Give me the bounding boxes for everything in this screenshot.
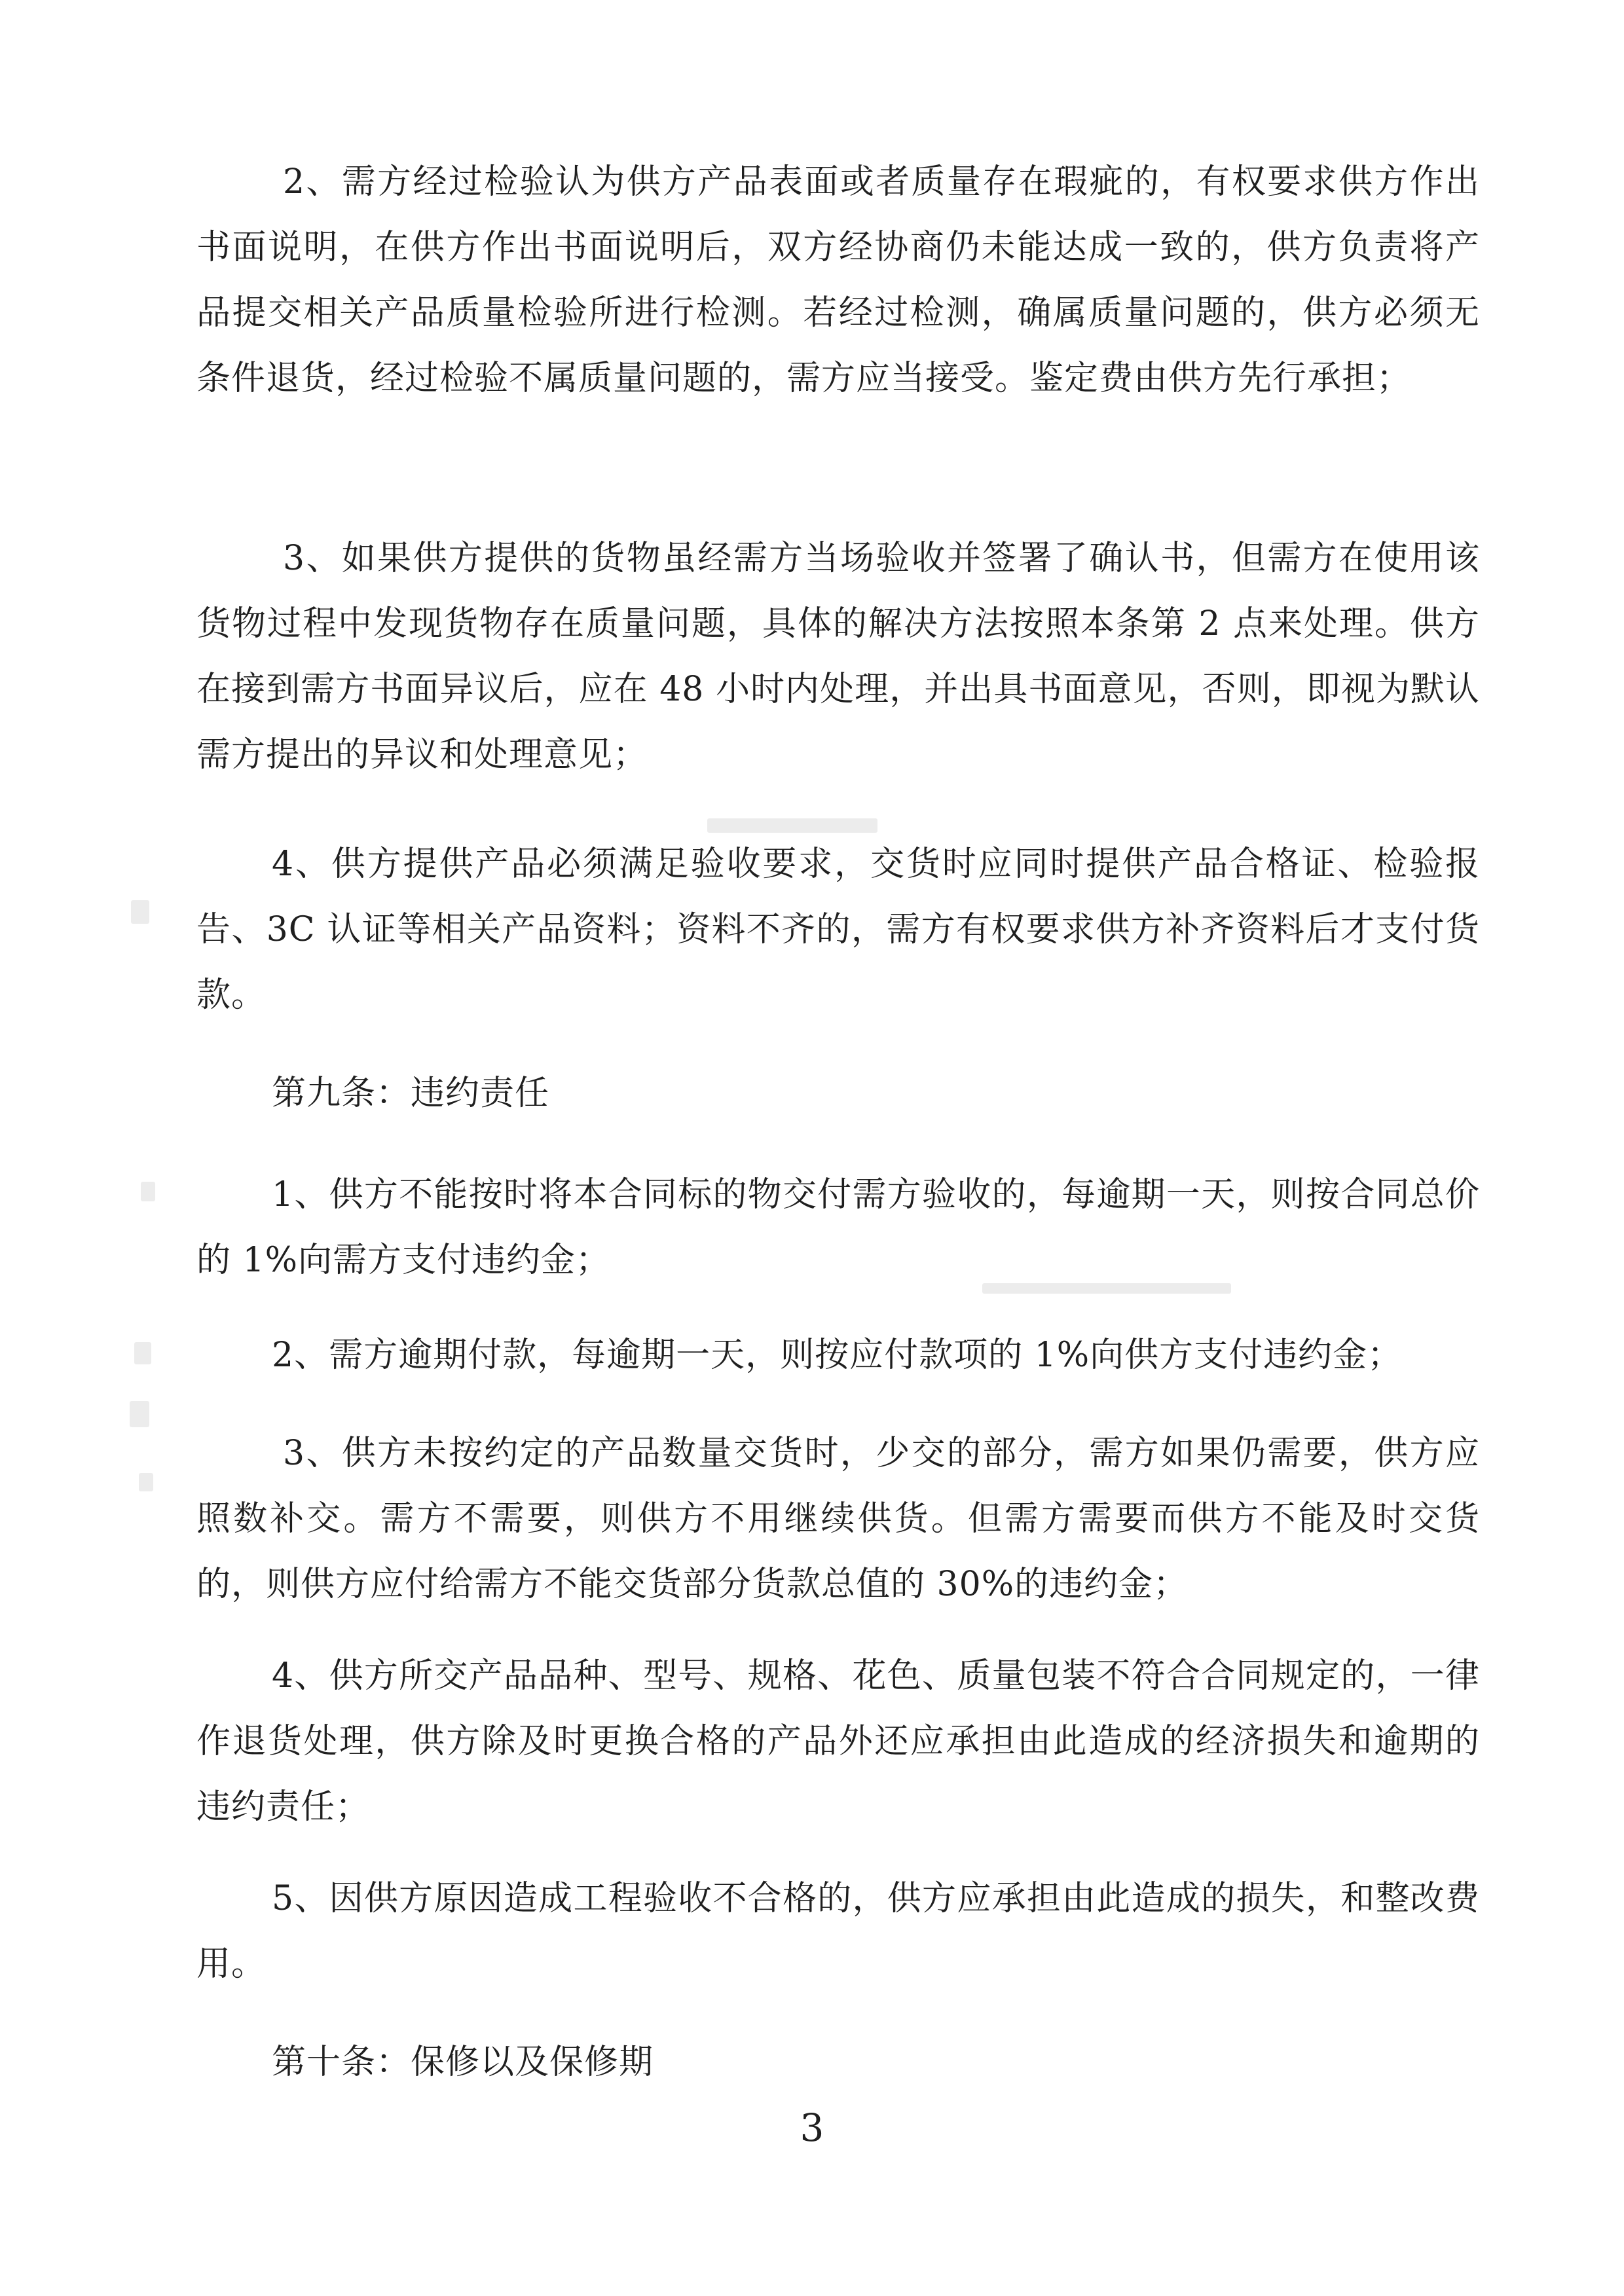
clause9-item-1: 1、供方不能按时将本合同标的物交付需方验收的，每逾期一天，则按合同总价的 1%向需方支付违约金； (196, 1175, 1480, 1280)
scan-artifact (707, 818, 877, 833)
page-number: 3 (800, 2105, 824, 2150)
scan-artifact (131, 900, 149, 924)
clause9-item-4: 4、供方所交产品品种、型号、规格、花色、质量包装不符合合同规定的，一律作退货处理，供方除及时更换合格的产品外还应承担由此造成的经济损失和逾期的违约责任； (196, 1656, 1480, 1827)
scan-artifact (982, 1283, 1231, 1294)
clause10-heading: 第十条：保修以及保修期 (272, 2043, 654, 2082)
clause9-item-2: 2、需方逾期付款，每逾期一天，则按应付款项的 1%向供方支付违约金； (272, 1336, 1403, 1375)
clause9-item-3: 3、供方未按约定的产品数量交货时，少交的部分，需方如果仍需要，供方应照数补交。需方不需要，则供方不用继续供货。但需方需要而供方不能及时交货的，则供方应付给需方不能交货部分货款总值的 30%的违约金； (196, 1434, 1480, 1604)
clause8-item-2: 2、需方经过检验认为供方产品表面或者质量存在瑕疵的，有权要求供方作出书面说明，在供方作出书面说明后，双方经协商仍未能达成一致的，供方负责将产品提交相关产品质量检验所进行检测。若经过检测，确属质量问题的，供方必须无条件退货，经过检验不属质量问题的，需方应当接受。鉴定费由供方先行承担； (196, 162, 1480, 398)
clause9-heading: 第九条：违约责任 (272, 1074, 550, 1113)
clause8-item-4: 4、供方提供产品必须满足验收要求，交货时应同时提供产品合格证、检验报告、3C 认证等相关产品资料；资料不齐的，需方有权要求供方补齐资料后才支付货款。 (196, 845, 1480, 1015)
clause8-item-3: 3、如果供方提供的货物虽经需方当场验收并签署了确认书，但需方在使用该货物过程中发现货物存在质量问题，具体的解决方法按照本条第 2 点来处理。供方在接到需方书面异议后，应在 48 小时内处理，并出具书面意见，否则，即视为默认需方提出的异议和处理意见； (196, 539, 1480, 774)
scan-artifact (139, 1473, 153, 1491)
scan-artifact (130, 1401, 149, 1427)
clause9-item-5: 5、因供方原因造成工程验收不合格的，供方应承担由此造成的损失，和整改费用。 (196, 1879, 1480, 1984)
scan-artifact (141, 1182, 155, 1201)
scan-artifact (134, 1342, 151, 1364)
